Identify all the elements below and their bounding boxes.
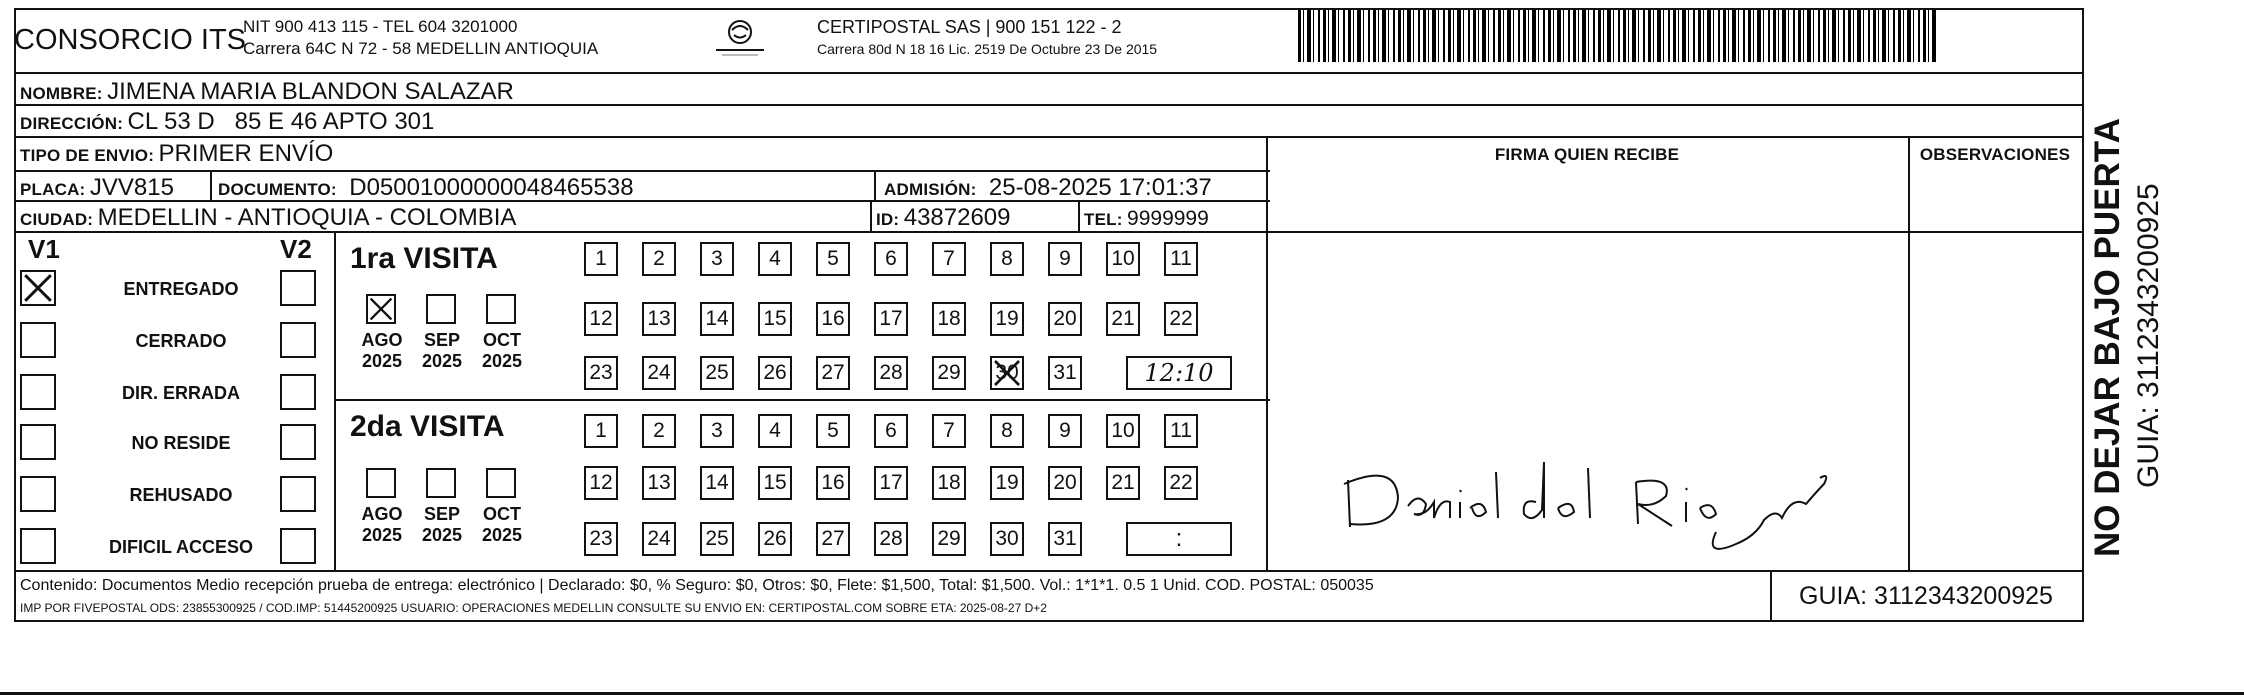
first-visit-day-3[interactable] — [700, 242, 734, 276]
v2-checkbox-rehusado[interactable] — [280, 476, 316, 512]
day-number: 8 — [1001, 247, 1013, 270]
day-number: 10 — [1111, 247, 1135, 270]
x-mark-icon — [992, 358, 1022, 388]
x-mark-icon — [22, 272, 54, 304]
day-number: 29 — [937, 361, 961, 384]
month-name: SEP — [423, 504, 461, 524]
second-visit-day-17[interactable] — [874, 466, 908, 500]
day-number: 15 — [763, 307, 787, 330]
first-visit-month-checkbox-ago[interactable] — [366, 294, 396, 324]
day-number: 18 — [937, 307, 961, 330]
month-year: 2025 — [421, 524, 463, 545]
v2-checkbox-dir-errada[interactable] — [280, 374, 316, 410]
second-visit-time-field[interactable]: : — [1126, 522, 1232, 556]
document-label: DOCUMENTO: — [218, 180, 337, 199]
send-type-row — [20, 142, 333, 166]
first-visit-day-15[interactable] — [758, 302, 792, 336]
month-name: OCT — [483, 504, 521, 524]
first-visit-day-17[interactable] — [874, 302, 908, 336]
day-number: 28 — [879, 361, 903, 384]
second-visit-day-11[interactable] — [1164, 414, 1198, 448]
admission-label: ADMISIÓN: — [884, 180, 977, 199]
second-visit-day-5[interactable] — [816, 414, 850, 448]
plate-row — [20, 176, 174, 200]
month-year: 2025 — [481, 524, 523, 545]
footer-print-line: IMP POR FIVEPOSTAL ODS: 23855300925 / COD.IMP: 51445200925 USUARIO: OPERACIONES MEDELLIN CONSULTE SU ENVIO EN: CERTIPOSTAL.COM SOBRE ETA: 2025-08-27 D+2 — [20, 601, 1047, 615]
recipient-address: CL 53 D 85 E 46 APTO 301 — [127, 108, 435, 135]
day-number: 13 — [647, 307, 671, 330]
day-number: 21 — [1111, 471, 1135, 494]
day-number: 15 — [763, 471, 787, 494]
first-visit-month-checkbox-oct[interactable] — [486, 294, 516, 324]
first-visit-day-5[interactable] — [816, 242, 850, 276]
day-number: 11 — [1170, 419, 1192, 442]
day-number: 17 — [879, 471, 903, 494]
day-number: 7 — [943, 247, 955, 270]
second-visit-day-29[interactable] — [932, 522, 966, 556]
second-visit-month-label-oct — [472, 504, 532, 545]
document-row — [218, 176, 634, 200]
day-number: 30 — [995, 361, 1019, 384]
second-visit-day-14[interactable] — [700, 466, 734, 500]
month-year: 2025 — [421, 350, 463, 371]
day-number: 22 — [1169, 471, 1193, 494]
id-number: 43872609 — [903, 204, 1011, 231]
day-number: 16 — [821, 471, 845, 494]
first-visit-label: 1ra VISITA — [350, 242, 498, 275]
first-visit-day-12[interactable] — [584, 302, 618, 336]
v1-checkbox-dificil-acceso[interactable] — [20, 528, 56, 564]
city-label: CIUDAD: — [20, 210, 94, 229]
id-label: ID: — [876, 210, 900, 229]
tel-number: 9999999 — [1127, 207, 1209, 230]
footer-content-line: Contenido: Documentos Medio recepción prueba de entrega: electrónico | Declarado: $0, % Seguro: $0, Otros: $0, Flete: $1,500, Total: $1,500. Vol.: 1*1*1. 0.5 1 Unid. COD. POSTAL: 050035 — [20, 577, 1374, 594]
first-visit-day-4[interactable] — [758, 242, 792, 276]
second-visit-day-1[interactable] — [584, 414, 618, 448]
second-visit-month-label-ago — [352, 504, 412, 545]
first-visit-day-14[interactable] — [700, 302, 734, 336]
second-visit-day-18[interactable] — [932, 466, 966, 500]
second-visit-month-checkbox-oct[interactable] — [486, 468, 516, 498]
tel-row — [1084, 208, 1209, 229]
second-visit-month-checkbox-ago[interactable] — [366, 468, 396, 498]
company-name: CONSORCIO ITS — [14, 24, 247, 56]
admission-date: 25-08-2025 17:01:37 — [988, 174, 1212, 201]
first-visit-day-7[interactable] — [932, 242, 966, 276]
day-number: 4 — [769, 419, 781, 442]
send-type-label: TIPO DE ENVIO: — [20, 146, 155, 165]
day-number: 17 — [879, 307, 903, 330]
day-number: 30 — [995, 527, 1019, 550]
v1-checkbox-rehusado[interactable] — [20, 476, 56, 512]
first-visit-day-26[interactable] — [758, 356, 792, 390]
v2-checkbox-entregado[interactable] — [280, 270, 316, 306]
second-visit-day-27[interactable] — [816, 522, 850, 556]
day-number: 28 — [879, 527, 903, 550]
day-number: 10 — [1111, 419, 1135, 442]
day-number: 24 — [647, 527, 671, 550]
month-year: 2025 — [361, 524, 403, 545]
first-visit-day-16[interactable] — [816, 302, 850, 336]
first-visit-day-24[interactable] — [642, 356, 676, 390]
first-visit-day-30[interactable] — [990, 356, 1024, 390]
first-visit-day-27[interactable] — [816, 356, 850, 390]
second-visit-day-16[interactable] — [816, 466, 850, 500]
day-number: 9 — [1059, 247, 1071, 270]
observations-label: OBSERVACIONES — [1919, 145, 2071, 164]
city-row — [20, 206, 516, 230]
v2-checkbox-dificil-acceso[interactable] — [280, 528, 316, 564]
second-visit-month-label-sep — [412, 504, 472, 545]
second-visit-day-20[interactable] — [1048, 466, 1082, 500]
day-number: 25 — [705, 527, 729, 550]
status-label-cerrado: CERRADO — [135, 331, 227, 351]
first-visit-day-8[interactable] — [990, 242, 1024, 276]
first-visit-month-label-sep — [412, 330, 472, 371]
day-number: 13 — [647, 471, 671, 494]
receiver-signature — [1336, 432, 1836, 562]
second-visit-day-12[interactable] — [584, 466, 618, 500]
day-number: 29 — [937, 527, 961, 550]
month-name: AGO — [361, 330, 403, 350]
first-visit-day-10[interactable] — [1106, 242, 1140, 276]
month-name: OCT — [483, 330, 521, 350]
first-visit-day-19[interactable] — [990, 302, 1024, 336]
v1-checkbox-dir-errada[interactable] — [20, 374, 56, 410]
first-visit-day-18[interactable] — [932, 302, 966, 336]
company-nit: NIT 900 413 115 - TEL 604 3201000 — [243, 17, 518, 36]
day-number: 2 — [653, 247, 665, 270]
day-number: 22 — [1169, 307, 1193, 330]
company-address: Carrera 64C N 72 - 58 MEDELLIN ANTIOQUIA — [243, 39, 599, 58]
day-number: 27 — [821, 361, 845, 384]
send-type: PRIMER ENVÍO — [158, 140, 334, 167]
id-row — [876, 206, 1011, 230]
second-visit-day-10[interactable] — [1106, 414, 1140, 448]
day-number: 26 — [763, 527, 787, 550]
day-number: 20 — [1053, 471, 1077, 494]
recipient-name-row — [20, 80, 514, 104]
plate-label: PLACA: — [20, 180, 86, 199]
first-visit-day-11[interactable] — [1164, 242, 1198, 276]
first-visit-day-22[interactable] — [1164, 302, 1198, 336]
day-number: 8 — [1001, 419, 1013, 442]
second-visit-day-26[interactable] — [758, 522, 792, 556]
day-number: 18 — [937, 471, 961, 494]
day-number: 20 — [1053, 307, 1077, 330]
v2-checkbox-no-reside[interactable] — [280, 424, 316, 460]
v1-label: V1 — [28, 234, 60, 264]
second-visit-day-15[interactable] — [758, 466, 792, 500]
first-visit-day-25[interactable] — [700, 356, 734, 390]
status-label-entregado: ENTREGADO — [123, 279, 239, 299]
first-visit-month-label-oct — [472, 330, 532, 371]
first-visit-day-21[interactable] — [1106, 302, 1140, 336]
first-visit-day-29[interactable] — [932, 356, 966, 390]
tel-label: TEL: — [1084, 210, 1123, 229]
day-number: 11 — [1170, 247, 1192, 270]
day-number: 6 — [885, 419, 897, 442]
day-number: 7 — [943, 419, 955, 442]
second-visit-day-28[interactable] — [874, 522, 908, 556]
recipient-address-row — [20, 110, 434, 134]
second-visit-month-checkbox-sep[interactable] — [426, 468, 456, 498]
day-number: 21 — [1111, 307, 1135, 330]
city: MEDELLIN - ANTIOQUIA - COLOMBIA — [97, 204, 517, 231]
second-visit-day-21[interactable] — [1106, 466, 1140, 500]
first-visit-day-23[interactable] — [584, 356, 618, 390]
day-number: 14 — [705, 307, 729, 330]
first-visit-month-label-ago — [352, 330, 412, 371]
side-guia-number: GUIA: 3112343200925 — [2132, 183, 2165, 488]
day-number: 12 — [589, 307, 613, 330]
second-visit-day-2[interactable] — [642, 414, 676, 448]
day-number: 23 — [589, 361, 613, 384]
day-number: 19 — [995, 307, 1019, 330]
month-year: 2025 — [481, 350, 523, 371]
second-visit-day-24[interactable] — [642, 522, 676, 556]
second-visit-day-30[interactable] — [990, 522, 1024, 556]
status-label-rehusado: REHUSADO — [129, 485, 233, 505]
second-visit-day-9[interactable] — [1048, 414, 1082, 448]
second-visit-label: 2da VISITA — [350, 410, 505, 443]
v1-checkbox-cerrado[interactable] — [20, 322, 56, 358]
carrier-address: Carrera 80d N 18 16 Lic. 2519 De Octubre 23 De 2015 — [817, 41, 1158, 57]
v2-checkbox-cerrado[interactable] — [280, 322, 316, 358]
first-visit-day-31[interactable] — [1048, 356, 1082, 390]
status-label-no-reside: NO RESIDE — [131, 433, 231, 453]
first-visit-day-6[interactable] — [874, 242, 908, 276]
first-visit-day-2[interactable] — [642, 242, 676, 276]
second-visit-day-31[interactable] — [1048, 522, 1082, 556]
address-label: DIRECCIÓN: — [20, 114, 124, 133]
day-number: 31 — [1053, 361, 1077, 384]
day-number: 24 — [647, 361, 671, 384]
day-number: 14 — [705, 471, 729, 494]
first-visit-day-1[interactable] — [584, 242, 618, 276]
carrier-name: CERTIPOSTAL SAS | 900 151 122 - 2 — [817, 17, 1122, 37]
receiver-signature-label: FIRMA QUIEN RECIBE — [1494, 145, 1680, 164]
guia-box: GUIA: 3112343200925 — [1799, 582, 2053, 610]
first-visit-day-9[interactable] — [1048, 242, 1082, 276]
first-visit-day-13[interactable] — [642, 302, 676, 336]
day-number: 2 — [653, 419, 665, 442]
second-visit-day-7[interactable] — [932, 414, 966, 448]
v1-checkbox-entregado[interactable] — [20, 270, 56, 306]
day-number: 4 — [769, 247, 781, 270]
first-visit-month-checkbox-sep[interactable] — [426, 294, 456, 324]
month-year: 2025 — [361, 350, 403, 371]
day-number: 9 — [1059, 419, 1071, 442]
status-label-dificil-acceso: DIFICIL ACCESO — [108, 537, 253, 557]
day-number: 26 — [763, 361, 787, 384]
x-mark-icon — [368, 296, 394, 322]
day-number: 23 — [589, 527, 613, 550]
second-visit-day-23[interactable] — [584, 522, 618, 556]
second-visit-day-22[interactable] — [1164, 466, 1198, 500]
status-label-dir-errada: DIR. ERRADA — [121, 383, 240, 403]
month-name: SEP — [423, 330, 461, 350]
day-number: 1 — [595, 419, 607, 442]
day-number: 27 — [821, 527, 845, 550]
day-number: 3 — [711, 419, 723, 442]
first-visit-day-28[interactable] — [874, 356, 908, 390]
second-visit-day-4[interactable] — [758, 414, 792, 448]
day-number: 6 — [885, 247, 897, 270]
second-visit-day-19[interactable] — [990, 466, 1024, 500]
day-number: 25 — [705, 361, 729, 384]
day-number: 5 — [827, 247, 839, 270]
recipient-name: JIMENA MARIA BLANDON SALAZAR — [107, 78, 514, 105]
plate: JVV815 — [89, 174, 174, 201]
name-label: NOMBRE: — [20, 84, 103, 103]
second-visit-day-6[interactable] — [874, 414, 908, 448]
day-number: 1 — [595, 247, 607, 270]
day-number: 19 — [995, 471, 1019, 494]
document-number: D05001000000048465538 — [349, 174, 634, 201]
signature-image — [1336, 432, 1836, 562]
day-number: 3 — [711, 247, 723, 270]
month-name: AGO — [361, 504, 403, 524]
day-number: 16 — [821, 307, 845, 330]
v2-label: V2 — [280, 234, 312, 264]
admission-row — [884, 176, 1212, 200]
first-visit-day-20[interactable] — [1048, 302, 1082, 336]
second-visit-day-3[interactable] — [700, 414, 734, 448]
v1-checkbox-no-reside[interactable] — [20, 424, 56, 460]
second-visit-day-13[interactable] — [642, 466, 676, 500]
second-visit-day-8[interactable] — [990, 414, 1024, 448]
day-number: 12 — [589, 471, 613, 494]
day-number: 5 — [827, 419, 839, 442]
first-visit-time-field[interactable]: 12:10 — [1126, 356, 1232, 390]
second-visit-day-25[interactable] — [700, 522, 734, 556]
no-dejar-bajo-puerta: NO DEJAR BAJO PUERTA — [2088, 118, 2127, 557]
day-number: 31 — [1053, 527, 1077, 550]
